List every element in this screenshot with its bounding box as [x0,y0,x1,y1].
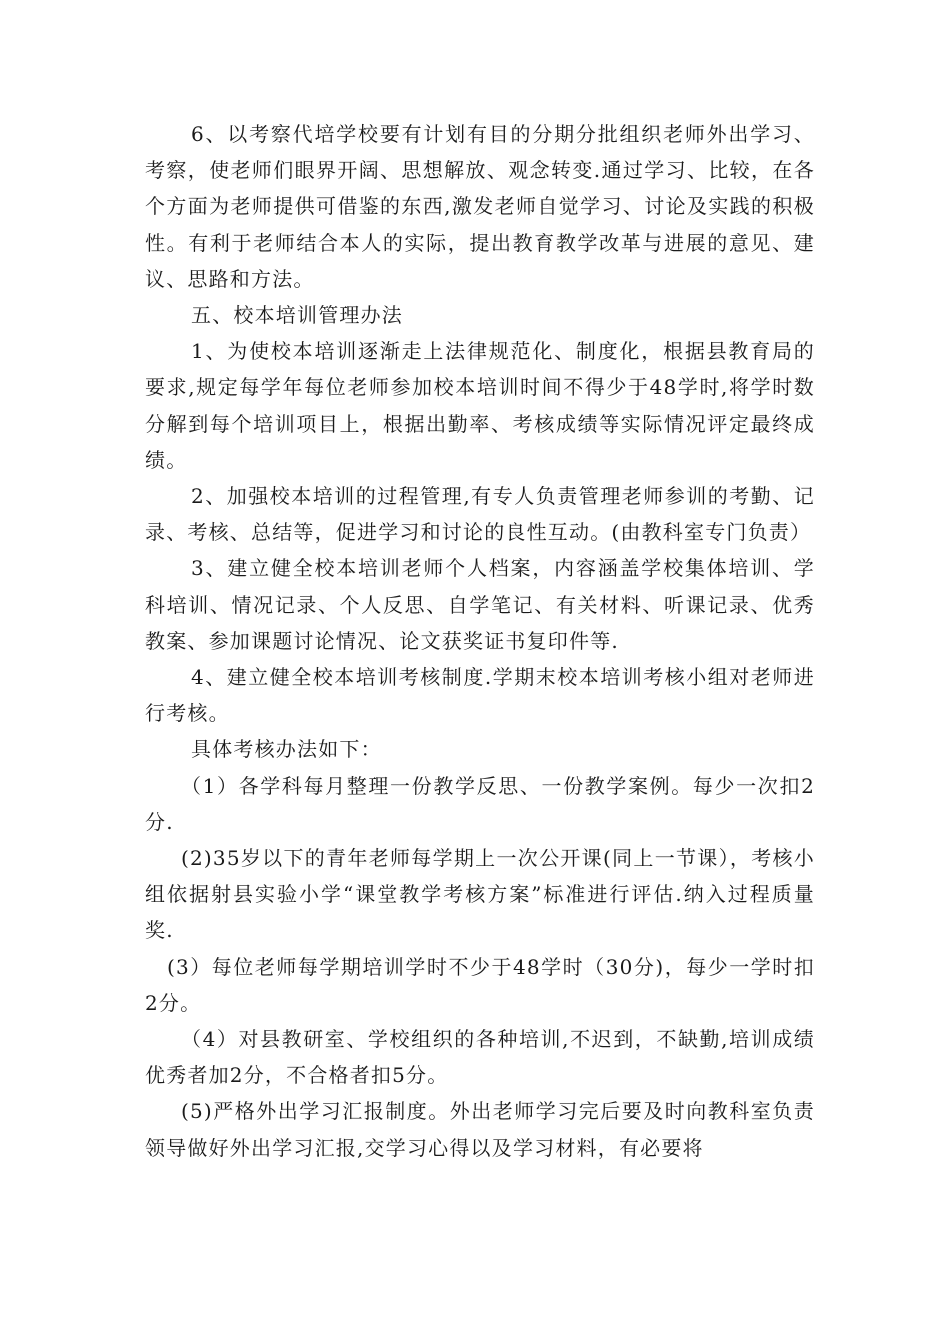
section-heading-management-methods: 五、校本培训管理办法 [191,303,403,328]
assessment-item-1: （1）各学科每月整理一份教学反思、一份教学案例。每少一次扣2分. [145,773,815,834]
assessment-item-4: （4）对县教研室、学校组织的各种培训,不迟到，不缺勤,培训成绩优秀者加2分，不合格者扣5分。 [145,1027,815,1088]
assessment-item-5: (5)严格外出学习汇报制度。外出老师学习完后要及时向教科室负责领导做好外出学习汇报,交学习心得以及学习材料，有必要将 [145,1099,815,1160]
assessment-item-3: (3）每位老师每学期培训学时不少于48学时（30分)，每少一学时扣2分。 [145,954,815,1015]
paragraph-2-process-management: 2、加强校本培训的过程管理,有专人负责管理老师参训的考勤、记录、考核、总结等，促进学习和讨论的良性互动。(由教科室专门负责） [145,484,815,545]
paragraph-3-personal-archives: 3、建立健全校本培训老师个人档案，内容涵盖学校集体培训、学科培训、情况记录、个人反思、自学笔记、有关材料、听课记录、优秀教案、参加课题讨论情况、论文获奖证书复印件等. [145,556,815,653]
paragraph-1-training-hours: 1、为使校本培训逐渐走上法律规范化、制度化，根据县教育局的要求,规定每学年每位老师参加校本培训时间不得少于48学时,将学时数分解到每个培训项目上，根据出勤率、考核成绩等实际情况评定最终成绩。 [145,339,815,472]
paragraph-6-study-tours: 6、以考察代培学校要有计划有目的分期分批组织老师外出学习、考察，使老师们眼界开阔、思想解放、观念转变.通过学习、比较，在各个方面为老师提供可借鉴的东西,激发老师自觉学习、讨论及实践的积极性。有利于老师结合本人的实际，提出教育教学改革与进展的意见、建议、思路和方法。 [145,122,815,291]
assessment-item-2: (2)35岁以下的青年老师每学期上一次公开课(同上一节课），考核小组依据射县实验小学“课堂教学考核方案”标准进行评估.纳入过程质量奖. [145,846,815,943]
document-body [145,116,815,1166]
paragraph-4-assessment-system: 4、建立健全校本培训考核制度.学期末校本培训考核小组对老师进行考核。 [145,665,815,726]
assessment-methods-intro: 具体考核办法如下： [191,737,382,762]
